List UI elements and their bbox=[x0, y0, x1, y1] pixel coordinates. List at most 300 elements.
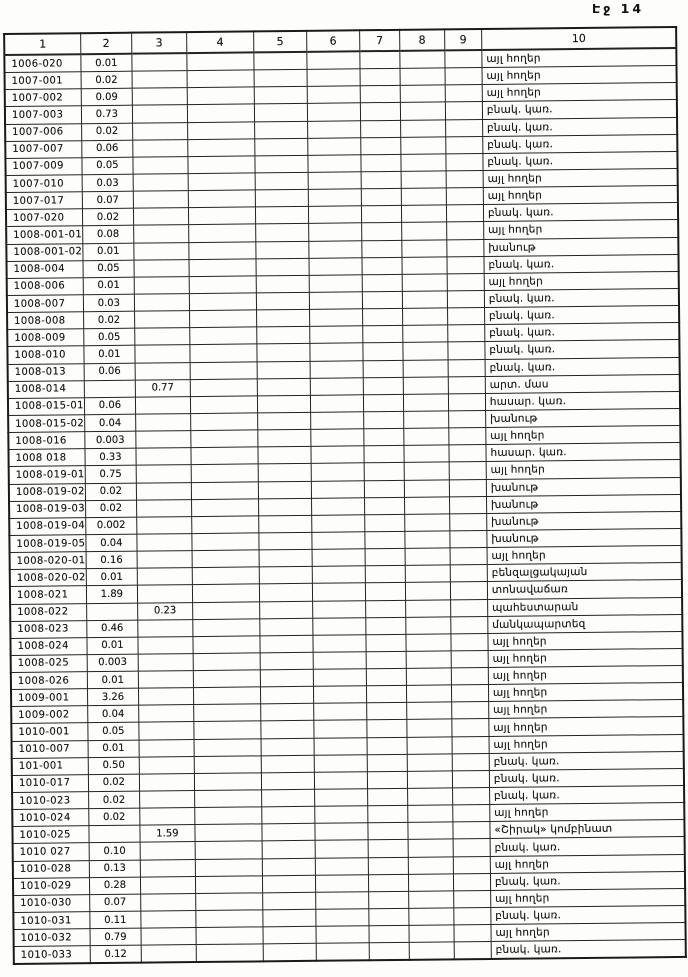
empty-cell bbox=[450, 548, 487, 566]
empty-cell bbox=[256, 224, 309, 242]
land-use-cell: խանութ bbox=[487, 511, 682, 530]
empty-cell bbox=[187, 121, 254, 139]
empty-cell bbox=[368, 806, 408, 824]
parcel-code-cell: 1010-033 bbox=[14, 946, 91, 964]
empty-cell bbox=[256, 241, 309, 259]
land-use-cell: այլ հողեր bbox=[488, 683, 683, 702]
parcel-code-cell: 1008-016 bbox=[8, 432, 85, 450]
empty-cell bbox=[402, 222, 447, 240]
empty-cell bbox=[314, 720, 367, 738]
area-value-cell: 3.26 bbox=[87, 688, 138, 706]
empty-cell bbox=[255, 172, 308, 190]
column-header-8: 8 bbox=[399, 29, 444, 50]
empty-cell bbox=[259, 584, 312, 602]
empty-cell bbox=[367, 771, 407, 789]
land-use-cell: այլ հողեր bbox=[488, 666, 683, 685]
area-value-cell: 0.16 bbox=[86, 551, 137, 569]
land-use-cell: հասար. կառ. bbox=[485, 391, 680, 410]
empty-cell bbox=[403, 377, 448, 395]
empty-cell bbox=[257, 361, 310, 379]
land-use-cell: այլ հողեր bbox=[484, 220, 679, 239]
land-use-cell: այլ հողեր bbox=[484, 271, 679, 290]
area-value-cell: 0.02 bbox=[89, 808, 140, 826]
empty-cell bbox=[408, 822, 453, 840]
land-use-cell: խանութ bbox=[484, 237, 679, 256]
empty-cell bbox=[256, 292, 309, 310]
empty-cell bbox=[363, 411, 403, 429]
area-value-cell: 0.01 bbox=[88, 740, 139, 758]
empty-cell bbox=[452, 788, 489, 806]
land-use-cell: բնակ. կառ. bbox=[489, 751, 684, 770]
empty-cell bbox=[192, 567, 259, 585]
empty-cell bbox=[194, 773, 261, 791]
empty-cell bbox=[308, 137, 361, 155]
empty-cell bbox=[259, 601, 312, 619]
empty-cell bbox=[405, 599, 450, 617]
empty-cell bbox=[447, 222, 484, 240]
empty-cell bbox=[401, 137, 446, 155]
empty-cell bbox=[193, 670, 260, 688]
land-use-cell: բնակ. կառ. bbox=[485, 323, 680, 342]
empty-cell bbox=[314, 703, 367, 721]
empty-cell bbox=[407, 771, 452, 789]
empty-cell bbox=[367, 720, 407, 738]
land-use-cell: խանութ bbox=[487, 528, 682, 547]
empty-cell bbox=[259, 567, 312, 585]
empty-cell bbox=[254, 87, 307, 105]
empty-cell bbox=[366, 634, 406, 652]
area-value2-cell bbox=[133, 208, 188, 226]
empty-cell bbox=[452, 719, 489, 737]
area-value-cell: 0.05 bbox=[82, 157, 133, 175]
empty-cell bbox=[448, 376, 485, 394]
empty-cell bbox=[451, 616, 488, 634]
empty-cell bbox=[363, 343, 403, 361]
area-value-cell: 0.02 bbox=[82, 208, 133, 226]
land-use-cell: բնակ. կառ. bbox=[491, 905, 686, 924]
area-value2-cell bbox=[135, 362, 190, 380]
empty-cell bbox=[194, 756, 261, 774]
area-value2-cell: 0.23 bbox=[137, 602, 192, 620]
column-header-2: 2 bbox=[81, 33, 132, 55]
column-header-3: 3 bbox=[132, 32, 187, 54]
empty-cell bbox=[361, 154, 401, 172]
empty-cell bbox=[257, 344, 310, 362]
empty-cell bbox=[401, 171, 446, 189]
empty-cell bbox=[256, 258, 309, 276]
empty-cell bbox=[190, 396, 257, 414]
empty-cell bbox=[446, 153, 483, 171]
empty-cell bbox=[409, 908, 454, 926]
empty-cell bbox=[262, 858, 315, 876]
parcel-code-cell: 1008-020-02 bbox=[10, 569, 87, 587]
empty-cell bbox=[314, 737, 367, 755]
area-value2-cell bbox=[135, 328, 190, 346]
area-value2-cell bbox=[138, 688, 193, 706]
parcel-code-cell: 1008-025 bbox=[11, 655, 88, 673]
area-value2-cell bbox=[140, 859, 195, 877]
area-value-cell: 0.05 bbox=[88, 723, 139, 741]
area-value2-cell bbox=[138, 653, 193, 671]
empty-cell bbox=[260, 687, 313, 705]
area-value-cell: 0.28 bbox=[89, 877, 140, 895]
empty-cell bbox=[188, 156, 255, 174]
area-value2-cell bbox=[138, 671, 193, 689]
area-value-cell: 0.13 bbox=[89, 860, 140, 878]
empty-cell bbox=[448, 393, 485, 411]
area-value-cell: 0.02 bbox=[88, 791, 139, 809]
area-value-cell: 0.04 bbox=[85, 414, 136, 432]
empty-cell bbox=[365, 600, 405, 618]
empty-cell bbox=[190, 379, 257, 397]
empty-cell bbox=[192, 601, 259, 619]
empty-cell bbox=[360, 69, 400, 87]
empty-cell bbox=[447, 308, 484, 326]
area-value2-cell bbox=[134, 259, 189, 277]
empty-cell bbox=[408, 874, 453, 892]
empty-cell bbox=[311, 429, 364, 447]
land-use-cell: այլ հողեր bbox=[489, 717, 684, 736]
land-use-cell: պահեստարան bbox=[487, 597, 682, 616]
empty-cell bbox=[405, 582, 450, 600]
area-value-cell: 0.06 bbox=[84, 397, 135, 415]
empty-cell bbox=[196, 893, 263, 911]
area-value2-cell bbox=[139, 791, 194, 809]
land-use-cell: արտ. մաս bbox=[485, 374, 680, 393]
empty-cell bbox=[189, 293, 256, 311]
empty-cell bbox=[454, 925, 491, 943]
empty-cell bbox=[361, 171, 401, 189]
area-value-cell: 0.07 bbox=[90, 894, 141, 912]
area-value-cell: 0.08 bbox=[83, 226, 134, 244]
area-value-cell: 0.01 bbox=[86, 568, 137, 586]
empty-cell bbox=[195, 807, 262, 825]
empty-cell bbox=[403, 411, 448, 429]
empty-cell bbox=[409, 925, 454, 943]
empty-cell bbox=[193, 636, 260, 654]
empty-cell bbox=[258, 481, 311, 499]
parcel-code-cell: 1008-015-01 bbox=[8, 398, 85, 416]
empty-cell bbox=[311, 463, 364, 481]
area-value-cell: 0.01 bbox=[87, 637, 138, 655]
column-header-5: 5 bbox=[254, 31, 307, 53]
column-header-9: 9 bbox=[444, 29, 481, 50]
empty-cell bbox=[262, 841, 315, 859]
land-use-cell: այլ հողեր bbox=[489, 734, 684, 753]
empty-cell bbox=[360, 86, 400, 104]
empty-cell bbox=[401, 154, 446, 172]
area-value-cell: 0.04 bbox=[88, 705, 139, 723]
empty-cell bbox=[446, 205, 483, 223]
empty-cell bbox=[309, 223, 362, 241]
empty-cell bbox=[445, 102, 482, 120]
land-use-cell: բնակ. կառ. bbox=[484, 288, 679, 307]
parcel-code-cell: 1008 018 bbox=[8, 449, 85, 467]
land-use-cell: բնակ. կառ. bbox=[484, 254, 679, 273]
land-use-cell: բնակ. կառ. bbox=[483, 134, 678, 153]
parcel-code-cell: 1008-006 bbox=[7, 278, 84, 296]
parcel-code-cell: 1008-020-01 bbox=[10, 552, 87, 570]
land-use-cell: այլ հողեր bbox=[487, 546, 682, 565]
empty-cell bbox=[366, 686, 406, 704]
empty-cell bbox=[450, 565, 487, 583]
parcel-code-cell: 1008-019-04 bbox=[9, 517, 86, 535]
empty-cell bbox=[369, 925, 409, 943]
empty-cell bbox=[369, 943, 409, 961]
empty-cell bbox=[448, 325, 485, 343]
area-value2-cell bbox=[132, 71, 187, 89]
empty-cell bbox=[448, 342, 485, 360]
empty-cell bbox=[314, 755, 367, 773]
area-value2-cell bbox=[134, 225, 189, 243]
land-use-cell: այլ հողեր bbox=[488, 631, 683, 650]
land-use-cell: բենզալցակայան bbox=[487, 563, 682, 582]
land-use-cell: այլ հողեր bbox=[483, 168, 678, 187]
empty-cell bbox=[454, 907, 491, 925]
area-value2-cell bbox=[133, 174, 188, 192]
empty-cell bbox=[314, 772, 367, 790]
empty-cell bbox=[407, 736, 452, 754]
empty-cell bbox=[448, 359, 485, 377]
area-value2-cell: 0.77 bbox=[135, 379, 190, 397]
column-header-1: 1 bbox=[4, 33, 81, 55]
parcel-code-cell: 1008-001-02 bbox=[6, 243, 83, 261]
area-value-cell: 0.01 bbox=[81, 54, 132, 72]
land-use-cell: այլ հողեր bbox=[483, 186, 678, 205]
empty-cell bbox=[367, 703, 407, 721]
empty-cell bbox=[362, 291, 402, 309]
land-use-cell: այլ հողեր bbox=[482, 48, 677, 68]
area-value2-cell bbox=[141, 928, 196, 946]
parcel-code-cell: 1010-023 bbox=[12, 792, 89, 810]
empty-cell bbox=[449, 462, 486, 480]
empty-cell bbox=[367, 788, 407, 806]
empty-cell bbox=[315, 840, 368, 858]
empty-cell bbox=[312, 532, 365, 550]
area-value2-cell bbox=[134, 311, 189, 329]
area-value2-cell bbox=[132, 122, 187, 140]
empty-cell bbox=[450, 599, 487, 617]
empty-cell bbox=[189, 224, 256, 242]
area-value-cell: 0.06 bbox=[82, 140, 133, 158]
empty-cell bbox=[405, 565, 450, 583]
empty-cell bbox=[257, 395, 310, 413]
empty-cell bbox=[308, 189, 361, 207]
empty-cell bbox=[407, 719, 452, 737]
empty-cell bbox=[312, 600, 365, 618]
empty-cell bbox=[307, 51, 360, 69]
empty-cell bbox=[362, 240, 402, 258]
table-body bbox=[4, 48, 686, 964]
empty-cell bbox=[310, 412, 363, 430]
empty-cell bbox=[363, 394, 403, 412]
empty-cell bbox=[366, 668, 406, 686]
empty-cell bbox=[311, 480, 364, 498]
empty-cell bbox=[369, 908, 409, 926]
area-value2-cell bbox=[139, 705, 194, 723]
empty-cell bbox=[262, 875, 315, 893]
empty-cell bbox=[188, 173, 255, 191]
empty-cell bbox=[360, 120, 400, 138]
parcel-code-cell: 1008-014 bbox=[8, 380, 85, 398]
empty-cell bbox=[195, 824, 262, 842]
empty-cell bbox=[406, 685, 451, 703]
area-value-cell: 0.02 bbox=[85, 500, 136, 518]
empty-cell bbox=[406, 651, 451, 669]
land-use-cell: բնակ. կառ. bbox=[489, 768, 684, 787]
empty-cell bbox=[312, 583, 365, 601]
parcel-code-cell: 1006-020 bbox=[4, 54, 81, 72]
empty-cell bbox=[364, 497, 404, 515]
area-value-cell: 0.11 bbox=[90, 911, 141, 929]
empty-cell bbox=[188, 139, 255, 157]
empty-cell bbox=[315, 857, 368, 875]
empty-cell bbox=[263, 892, 316, 910]
area-value2-cell bbox=[132, 53, 187, 71]
empty-cell bbox=[453, 805, 490, 823]
parcel-code-cell: 1007-001 bbox=[5, 72, 82, 90]
empty-cell bbox=[194, 721, 261, 739]
area-value2-cell bbox=[136, 414, 191, 432]
empty-cell bbox=[452, 753, 489, 771]
empty-cell bbox=[190, 327, 257, 345]
area-value-cell: 0.09 bbox=[81, 88, 132, 106]
parcel-code-cell: 1010-017 bbox=[12, 775, 89, 793]
parcel-code-cell: 1010 027 bbox=[13, 843, 90, 861]
column-header-7: 7 bbox=[359, 30, 399, 51]
empty-cell bbox=[454, 890, 491, 908]
land-use-cell: բնակ. կառ. bbox=[490, 837, 685, 856]
empty-cell bbox=[402, 291, 447, 309]
parcel-code-cell: 1007-020 bbox=[6, 209, 83, 227]
empty-cell bbox=[190, 344, 257, 362]
empty-cell bbox=[259, 515, 312, 533]
area-value-cell bbox=[86, 603, 137, 621]
empty-cell bbox=[451, 685, 488, 703]
empty-cell bbox=[258, 429, 311, 447]
empty-cell bbox=[450, 530, 487, 548]
empty-cell bbox=[403, 325, 448, 343]
empty-cell bbox=[316, 926, 369, 944]
empty-cell bbox=[312, 549, 365, 567]
empty-cell bbox=[196, 927, 263, 945]
empty-cell bbox=[364, 463, 404, 481]
area-value2-cell bbox=[139, 739, 194, 757]
empty-cell bbox=[409, 942, 454, 960]
empty-cell bbox=[313, 669, 366, 687]
empty-cell bbox=[309, 309, 362, 327]
empty-cell bbox=[310, 395, 363, 413]
empty-cell bbox=[404, 479, 449, 497]
empty-cell bbox=[259, 532, 312, 550]
empty-cell bbox=[191, 413, 258, 431]
empty-cell bbox=[187, 52, 254, 70]
area-value2-cell bbox=[137, 516, 192, 534]
area-value2-cell bbox=[139, 773, 194, 791]
area-value2-cell bbox=[141, 911, 196, 929]
empty-cell bbox=[451, 668, 488, 686]
empty-cell bbox=[363, 326, 403, 344]
empty-cell bbox=[255, 138, 308, 156]
empty-cell bbox=[446, 188, 483, 206]
empty-cell bbox=[260, 669, 313, 687]
empty-cell bbox=[452, 736, 489, 754]
parcel-code-cell: 1007-006 bbox=[5, 123, 82, 141]
area-value-cell bbox=[89, 825, 140, 843]
area-value2-cell bbox=[135, 345, 190, 363]
empty-cell bbox=[192, 550, 259, 568]
area-value2-cell bbox=[138, 619, 193, 637]
empty-cell bbox=[258, 498, 311, 516]
empty-cell bbox=[263, 944, 316, 962]
empty-cell bbox=[404, 462, 449, 480]
parcel-code-cell: 1008-015-02 bbox=[8, 415, 85, 433]
empty-cell bbox=[254, 121, 307, 139]
empty-cell bbox=[403, 394, 448, 412]
empty-cell bbox=[188, 190, 255, 208]
empty-cell bbox=[409, 891, 454, 909]
area-value2-cell bbox=[137, 585, 192, 603]
parcel-code-cell: 1008-010 bbox=[7, 346, 84, 364]
land-use-cell: այլ հողեր bbox=[482, 83, 677, 102]
empty-cell bbox=[255, 207, 308, 225]
land-use-cell: բնակ. կառ. bbox=[489, 785, 684, 804]
empty-cell bbox=[449, 479, 486, 497]
parcel-code-cell: 1009-002 bbox=[11, 706, 88, 724]
area-value2-cell bbox=[141, 945, 196, 963]
empty-cell bbox=[361, 206, 401, 224]
empty-cell bbox=[365, 531, 405, 549]
empty-cell bbox=[368, 840, 408, 858]
empty-cell bbox=[401, 188, 446, 206]
empty-cell bbox=[193, 687, 260, 705]
empty-cell bbox=[365, 548, 405, 566]
empty-cell bbox=[361, 137, 401, 155]
empty-cell bbox=[363, 360, 403, 378]
empty-cell bbox=[189, 276, 256, 294]
empty-cell bbox=[262, 824, 315, 842]
area-value2-cell bbox=[139, 722, 194, 740]
land-use-cell: այլ հողեր bbox=[486, 426, 681, 445]
empty-cell bbox=[310, 360, 363, 378]
land-use-cell: այլ հողեր bbox=[491, 888, 686, 907]
empty-cell bbox=[453, 822, 490, 840]
empty-cell bbox=[257, 327, 310, 345]
empty-cell bbox=[363, 377, 403, 395]
area-value2-cell bbox=[132, 88, 187, 106]
empty-cell bbox=[255, 189, 308, 207]
land-use-cell: այլ հողեր bbox=[491, 923, 686, 942]
empty-cell bbox=[454, 942, 491, 960]
land-use-cell: մանկապարտեզ bbox=[488, 614, 683, 633]
empty-cell bbox=[402, 239, 447, 257]
empty-cell bbox=[310, 343, 363, 361]
empty-cell bbox=[445, 85, 482, 103]
empty-cell bbox=[362, 308, 402, 326]
empty-cell bbox=[261, 772, 314, 790]
parcel-code-cell: 1010-007 bbox=[12, 740, 89, 758]
empty-cell bbox=[447, 290, 484, 308]
empty-cell bbox=[400, 68, 445, 86]
empty-cell bbox=[361, 188, 401, 206]
empty-cell bbox=[194, 704, 261, 722]
empty-cell bbox=[408, 856, 453, 874]
empty-cell bbox=[362, 257, 402, 275]
empty-cell bbox=[450, 582, 487, 600]
area-value-cell: 0.04 bbox=[86, 534, 137, 552]
empty-cell bbox=[368, 857, 408, 875]
parcel-code-cell: 1010-032 bbox=[14, 929, 91, 947]
